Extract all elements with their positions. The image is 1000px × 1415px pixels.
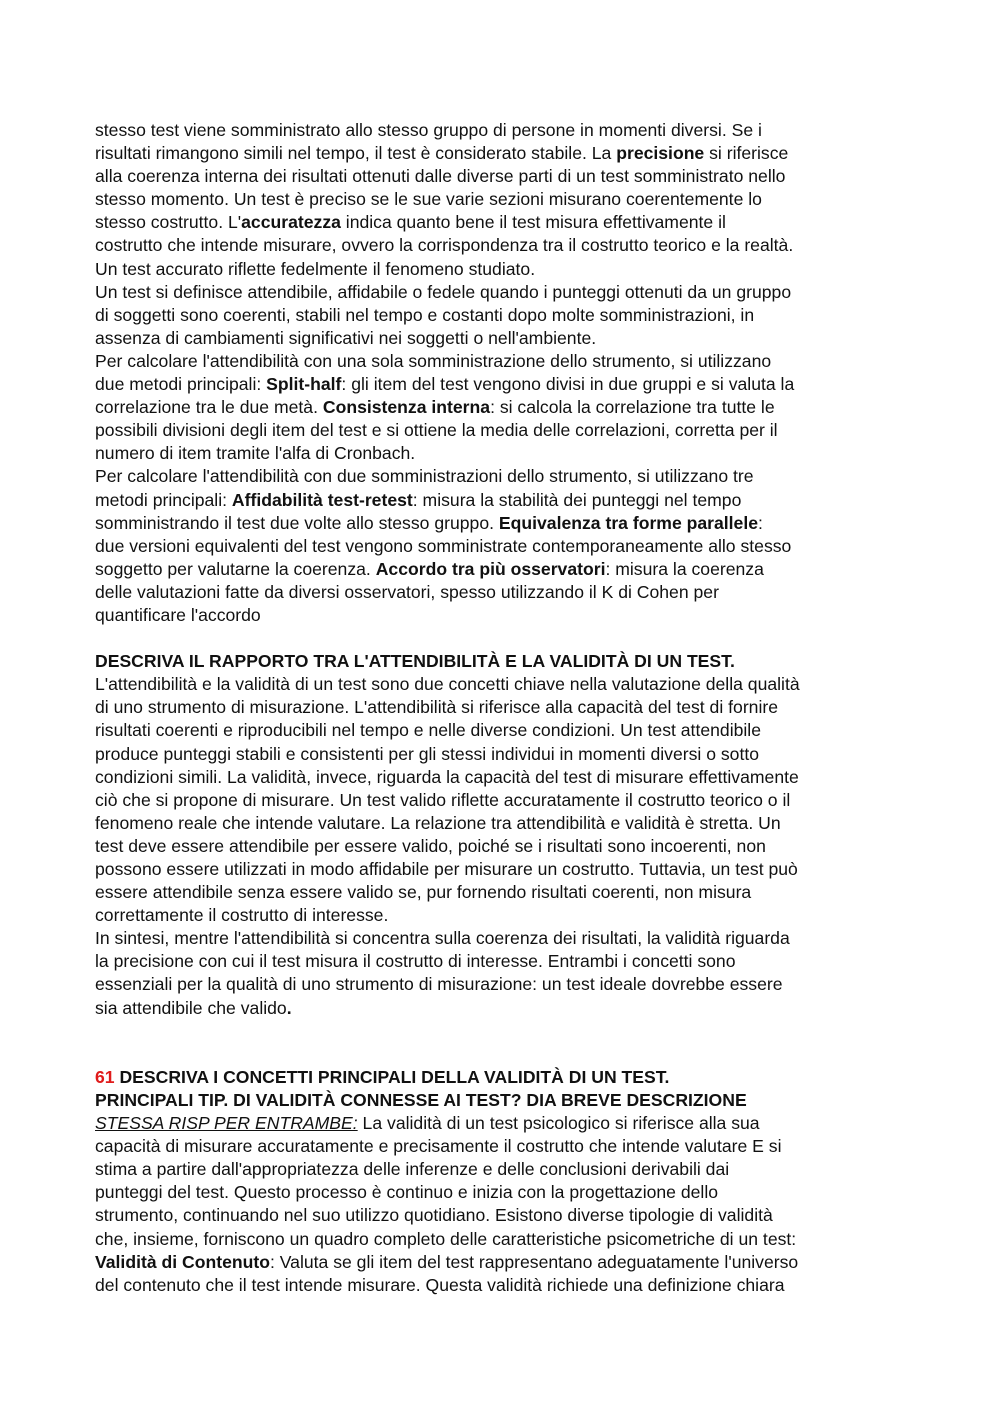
text-line: [95, 373, 910, 396]
text-line: [95, 881, 910, 904]
text-run: essere attendibile senza essere valido se, pur fornendo risultati coerenti, non misura: [95, 882, 752, 903]
text-line: [95, 1089, 910, 1112]
question-number: 61: [95, 1066, 115, 1087]
text-line: [95, 489, 910, 512]
text-run: sia attendibile che valido: [95, 997, 287, 1018]
text-run: condizioni simili. La validità, invece, riguarda la capacità del test di misurare effettivamente: [95, 766, 799, 787]
text-run: risultati rimangono simili nel tempo, il test è considerato stabile. La: [95, 143, 617, 164]
text-line: [95, 950, 910, 973]
text-run: : Valuta se gli item del test rappresentano adeguatamente l'universo: [269, 1251, 799, 1272]
text-run: stima a partire dall'appropriatezza delle inferenze e delle conclusioni derivabili dai: [95, 1159, 730, 1180]
text-line: [95, 973, 910, 996]
bold-text: Equivalenza tra forme parallele: [498, 512, 759, 533]
text-run: soggetto per valutarne la coerenza.: [95, 558, 376, 579]
text-line: [95, 1112, 910, 1135]
text-line: [95, 419, 910, 442]
text-run: che, insieme, forniscono un quadro completo delle caratteristiche psicometriche di un test:: [95, 1228, 797, 1249]
text-run: : si calcola la correlazione tra tutte le: [490, 397, 775, 418]
text-line: [95, 535, 910, 558]
text-run: indica quanto bene il test misura effettivamente il: [340, 212, 726, 233]
text-run: due versioni equivalenti del test vengono somministrate contemporaneamente allo stesso: [95, 535, 792, 556]
text-line: [95, 442, 910, 465]
text-run: fenomeno reale che intende valutare. La relazione tra attendibilità e validità è stretta. Un: [95, 812, 781, 833]
text-run: possibili divisioni degli item del test e si ottiene la media delle correlazioni, corretta per il: [95, 420, 778, 441]
reliability-section: [95, 119, 910, 627]
text-run: Per calcolare l'attendibilità con una sola somministrazione dello strumento, si utilizzano: [95, 350, 772, 371]
text-line: [95, 904, 910, 927]
text-line: [95, 211, 910, 234]
text-run: Un test accurato riflette fedelmente il fenomeno studiato.: [95, 258, 536, 279]
text-line: [95, 465, 910, 488]
text-run: capacità di misurare accuratamente e precisamente il costrutto che intende valutare E si: [95, 1136, 782, 1157]
text-run: si riferisce: [704, 143, 789, 164]
text-run: somministrando il test due volte allo stesso gruppo.: [95, 512, 499, 533]
text-line: [95, 119, 910, 142]
text-line: [95, 258, 910, 281]
text-run: di soggetti sono coerenti, stabili nel tempo e costanti dopo molte somministrazioni, in: [95, 304, 755, 325]
text-line: [95, 835, 910, 858]
text-line: [95, 304, 910, 327]
text-line: [95, 604, 910, 627]
text-line: [95, 396, 910, 419]
text-run: produce punteggi stabili e consistenti per gli stessi individui in momenti diversi o sotto: [95, 743, 760, 764]
text-line: [95, 165, 910, 188]
text-run: In sintesi, mentre l'attendibilità si concentra sulla coerenza dei risultati, la validità riguarda: [95, 928, 790, 949]
text-line: [95, 997, 910, 1020]
text-run: due metodi principali:: [95, 374, 267, 395]
text-run: costrutto che intende misurare, ovvero la corrispondenza tra il costrutto teorico e la realtà.: [95, 235, 794, 256]
bold-text: Split-half: [266, 374, 342, 395]
text-line: [95, 188, 910, 211]
text-line: [95, 719, 910, 742]
text-line: [95, 1181, 910, 1204]
text-run: possono essere utilizzati in modo affidabile per misurare un costrutto. Tuttavia, un test può: [95, 859, 798, 879]
text-run: L'attendibilità e la validità di un test sono due concetti chiave nella valutazione della qualità: [95, 674, 800, 695]
bold-text: Affidabilità test-retest: [231, 489, 413, 510]
text-line: [95, 1274, 910, 1297]
text-run: test deve essere attendibile per essere valido, poiché se i risultati sono incoerenti, non: [95, 835, 766, 856]
text-line: [95, 581, 910, 604]
bold-text: precisione: [616, 143, 705, 164]
text-line: [95, 766, 910, 789]
text-line: [95, 696, 910, 719]
text-line: [95, 1204, 910, 1227]
bold-text: Consistenza interna: [322, 397, 491, 418]
text-line: [95, 673, 910, 696]
bold-text: Accordo tra più osservatori: [375, 558, 606, 579]
bold-text: .: [286, 997, 292, 1018]
text-run: correlazione tra le due metà.: [95, 397, 323, 418]
text-line: [95, 558, 910, 581]
text-run: :: [758, 512, 763, 533]
text-run: Un test si definisce attendibile, affidabile o fedele quando i punteggi ottenuti da un gruppo: [95, 281, 792, 302]
text-line: [95, 1251, 910, 1274]
text-line: [95, 281, 910, 304]
text-line: [95, 512, 910, 535]
text-run: ciò che si propone di misurare. Un test valido riflette accuratamente il costrutto teorico o il: [95, 789, 791, 810]
text-run: la precisione con cui il test misura il costrutto di interesse. Entrambi i concetti sono: [95, 951, 736, 972]
text-run: correttamente il costrutto di interesse.: [95, 905, 389, 926]
text-run: del contenuto che il test intende misurare. Questa validità richiede una definizione chiara: [95, 1274, 785, 1295]
text-run: : gli item del test vengono divisi in due gruppi e si valuta la: [341, 374, 795, 395]
text-run: assenza di cambiamenti significativi nei soggetti o nell'ambiente.: [95, 327, 597, 348]
document-page: [95, 119, 910, 1297]
text-run: : misura la stabilità dei punteggi nel tempo: [412, 489, 742, 510]
text-run: stesso momento. Un test è preciso se le sue varie sezioni misurano coerentemente lo: [95, 189, 762, 210]
bold-text: DESCRIVA IL RAPPORTO TRA L'ATTENDIBILITÀ E LA VALIDITÀ DI UN TEST.: [95, 651, 735, 672]
text-run: strumento, continuando nel suo utilizzo quotidiano. Esistono diverse tipologie di validità: [95, 1205, 773, 1226]
bold-text: DESCRIVA I CONCETTI PRINCIPALI DELLA VALIDITÀ DI UN TEST.: [114, 1066, 670, 1087]
text-line: [95, 327, 910, 350]
text-run: stesso costrutto. L': [95, 212, 242, 233]
text-line: [95, 650, 910, 673]
text-run: di uno strumento di misurazione. L'attendibilità si riferisce alla capacità del test di fornire: [95, 697, 779, 718]
bold-text: accuratezza: [241, 212, 341, 233]
text-run: quantificare l'accordo: [95, 604, 261, 625]
text-run: stesso test viene somministrato allo stesso gruppo di persone in momenti diversi. Se i: [95, 120, 762, 140]
bold-text: PRINCIPALI TIP. DI VALIDITÀ CONNESSE AI TEST? DIA BREVE DESCRIZIONE: [95, 1089, 747, 1110]
text-line: [95, 350, 910, 373]
bold-text: Validità di Contenuto: [95, 1251, 270, 1272]
text-line: [95, 1228, 910, 1251]
text-line: [95, 1066, 910, 1089]
text-run: : misura la coerenza: [605, 558, 764, 579]
text-run: La validità di un test psicologico si riferisce alla sua: [357, 1113, 760, 1134]
text-run: punteggi del test. Questo processo è continuo e inizia con la progettazione dello: [95, 1182, 719, 1203]
text-line: [95, 858, 910, 881]
text-run: alla coerenza interna dei risultati ottenuti dalle diverse parti di un test somministrato nello: [95, 166, 786, 187]
text-line: [95, 789, 910, 812]
validity-concepts-section: [95, 1066, 910, 1297]
text-line: [95, 1158, 910, 1181]
paragraph-gap: [95, 1020, 910, 1066]
text-line: [95, 812, 910, 835]
text-line: [95, 142, 910, 165]
text-run: essenziali per la qualità di uno strumento di misurazione: un test ideale dovrebbe essere: [95, 974, 783, 995]
text-line: [95, 1135, 910, 1158]
text-run: metodi principali:: [95, 489, 232, 510]
text-run: STESSA RISP PER ENTRAMBE:: [95, 1113, 358, 1134]
text-run: risultati coerenti e riproducibili nel tempo e nelle diverse condizioni. Un test attendibile: [95, 720, 761, 741]
text-run: delle valutazioni fatte da diversi osservatori, spesso utilizzando il K di Cohen per: [95, 581, 719, 602]
text-line: [95, 927, 910, 950]
text-run: Per calcolare l'attendibilità con due somministrazioni dello strumento, si utilizzano tre: [95, 466, 754, 487]
text-line: [95, 743, 910, 766]
reliability-validity-section: [95, 650, 910, 1020]
text-run: numero di item tramite l'alfa di Cronbach.: [95, 443, 416, 464]
paragraph-gap: [95, 627, 910, 650]
text-line: [95, 234, 910, 257]
